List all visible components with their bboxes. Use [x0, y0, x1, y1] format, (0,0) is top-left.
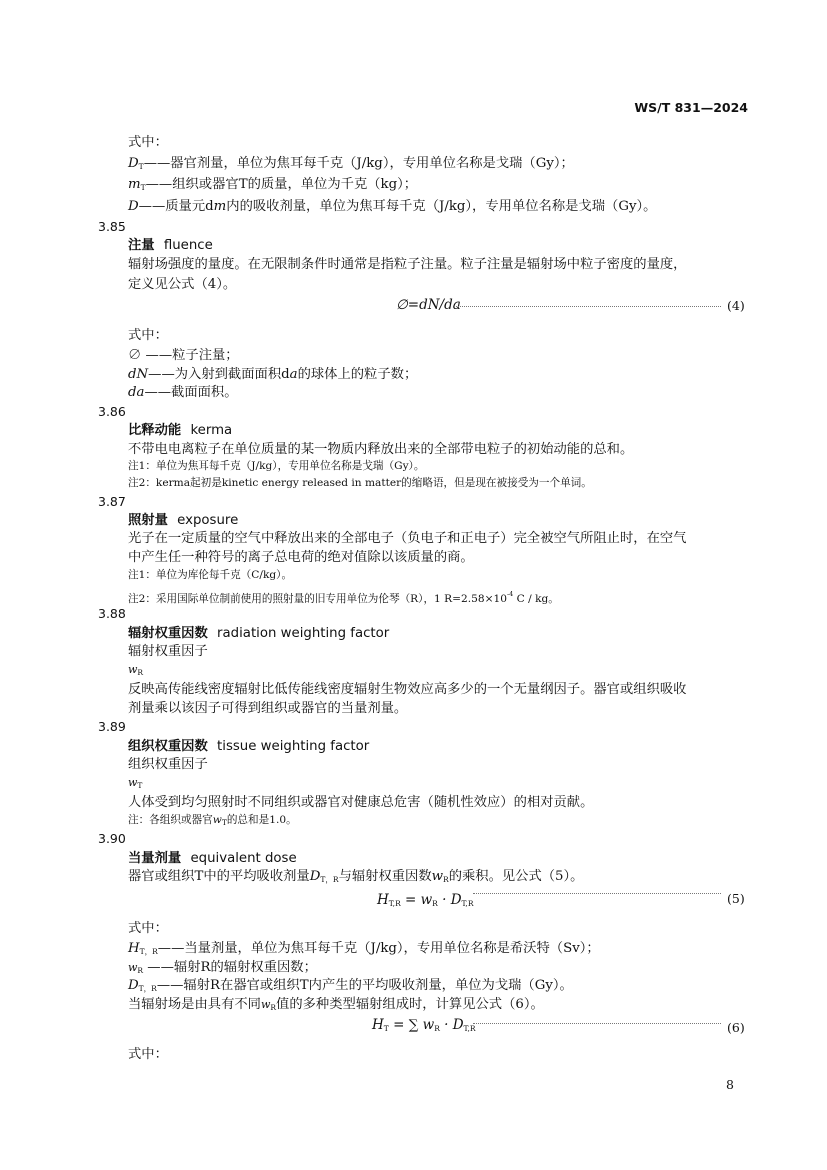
- where-label: 式中：: [128, 328, 168, 343]
- definition-symbol: w: [260, 998, 271, 1011]
- note-superscript: -4: [506, 590, 514, 598]
- term-zh: 辐射权重因数: [128, 626, 208, 641]
- variable-subscript: T，R: [138, 984, 157, 993]
- term-heading: [128, 852, 297, 865]
- note-subscript: T: [221, 818, 227, 827]
- term-symbol: [128, 777, 142, 790]
- variable-symbol: ∅: [128, 348, 142, 363]
- definition-text: 人体受到均匀照射时不同组织或器官对健康总危害（随机性效应）的相对贡献。: [128, 795, 594, 810]
- term-zh: 比释动能: [128, 423, 182, 438]
- variable-subscript: T: [138, 162, 144, 171]
- definition-text: 剂量乘以该因子可得到组织或器官的当量剂量。: [128, 701, 408, 716]
- note-part: C / kg。: [513, 593, 559, 605]
- definition-text: 定义见公式（4）。: [128, 277, 237, 292]
- definition-text: 反映高传能线密度辐射比低传能线密度辐射生物效应高多少的一个无量纲因子。器官或组织吸收: [128, 682, 687, 697]
- page-number: 8: [726, 1077, 734, 1092]
- definition-symbol: w: [431, 869, 444, 884]
- variable-symbol: D: [128, 156, 139, 171]
- term-en: radiation weighting factor: [217, 626, 390, 641]
- note-text: 注2：kerma起初是kinetic energy released in matter的缩略语，但是现在被接受为一个单词。: [128, 477, 592, 489]
- formula-4: [396, 297, 461, 313]
- formula-number: (5): [727, 891, 745, 906]
- variable-description: ——粒子注量；: [141, 348, 239, 363]
- definition-part: 器官或组织T中的平均吸收剂量: [128, 869, 310, 884]
- variable-symbol: dN: [128, 367, 149, 382]
- term-number: 3.85: [98, 219, 126, 234]
- definition-subscript: R: [270, 1003, 277, 1012]
- definition-part: 与辐射权重因数: [338, 869, 432, 884]
- standard-number: WS/T 831—2024: [634, 100, 748, 115]
- term-zh: 注量: [128, 238, 155, 253]
- variable-line: [128, 961, 317, 975]
- term-heading: [128, 514, 238, 527]
- term-en: fluence: [163, 238, 213, 253]
- formula-subscript: T: [383, 1024, 389, 1033]
- variable-description: ——组织或器官T的质量，单位为千克（kg）；: [145, 177, 418, 192]
- variable-subscript: T，R: [139, 947, 158, 956]
- definition-text: [128, 998, 544, 1012]
- leader-dots: [473, 1023, 721, 1024]
- definition-part: 当辐射场是由具有不同: [128, 997, 261, 1012]
- term-number: 3.89: [98, 719, 126, 734]
- note-text: 注1：单位为库伦每千克（C/kg）。: [128, 569, 293, 581]
- leader-dots: [473, 893, 721, 894]
- formula-subscript: T,R: [461, 899, 474, 908]
- definition-text: 中产生任一种符号的离子总电荷的绝对值除以该质量的商。: [128, 550, 474, 565]
- where-label: 式中：: [128, 1047, 168, 1062]
- admitted-term: 辐射权重因子: [128, 644, 208, 659]
- term-number: 3.90: [98, 831, 126, 846]
- variable-line: [128, 386, 238, 399]
- term-zh: 组织权重因数: [128, 739, 208, 754]
- symbol-letter: w: [128, 776, 138, 789]
- formula-part: = ∑ w: [388, 1017, 435, 1033]
- variable-description: ——器官剂量，单位为焦耳每千克（J/kg），专用单位名称是戈瑞（Gy）；: [143, 156, 574, 171]
- note-symbol: w: [212, 814, 222, 826]
- formula-expression: ∅=dN/da: [396, 297, 461, 313]
- formula-subscript: R: [432, 899, 438, 908]
- term-en: kerma: [190, 423, 233, 438]
- variable-symbol: w: [128, 961, 138, 974]
- definition-part: 的乘积。见公式（5）。: [448, 869, 584, 884]
- variable-subscript: T: [140, 183, 146, 192]
- variable-line: [128, 200, 656, 213]
- variable-line: [128, 349, 239, 362]
- formula-part: · D: [439, 1017, 464, 1033]
- term-heading: [128, 239, 213, 252]
- variable-symbol-inline: m: [213, 199, 227, 214]
- note-text: [128, 815, 297, 827]
- formula-part: = w: [400, 892, 433, 908]
- term-en: tissue weighting factor: [217, 739, 370, 754]
- symbol-subscript: T: [137, 781, 143, 790]
- symbol-letter: w: [128, 663, 138, 676]
- term-heading: [128, 740, 369, 753]
- note-text: [128, 591, 559, 605]
- admitted-term: 组织权重因子: [128, 757, 208, 772]
- note-part: 的总和是1.0。: [226, 814, 297, 826]
- formula-5: [377, 892, 473, 908]
- note-part: 注：各组织或器官: [128, 814, 213, 826]
- variable-line: [128, 979, 573, 993]
- definition-subscript: T，R: [320, 875, 339, 884]
- variable-symbol: D: [128, 978, 139, 993]
- formula-part: H: [377, 892, 389, 908]
- variable-description: ——当量剂量，单位为焦耳每千克（J/kg），专用单位名称是希沃特（Sv）；: [157, 941, 600, 956]
- formula-subscript: T,R: [463, 1024, 476, 1033]
- definition-subscript: R: [443, 875, 449, 884]
- formula-part: · D: [437, 892, 462, 908]
- variable-description: ——辐射R的辐射权重因数；: [143, 960, 317, 975]
- term-number: 3.88: [98, 606, 126, 621]
- definition-text: 不带电电离粒子在单位质量的某一物质内释放出来的全部带电粒子的初始动能的总和。: [128, 442, 634, 457]
- variable-symbol: D: [128, 199, 139, 214]
- variable-line: [128, 157, 574, 171]
- variable-line: [128, 368, 417, 381]
- where-label: 式中：: [128, 921, 168, 936]
- variable-line: [128, 178, 417, 192]
- formula-number: (6): [727, 1020, 745, 1035]
- term-zh: 当量剂量: [128, 851, 182, 866]
- term-zh: 照射量: [128, 513, 168, 528]
- formula-subscript: T,R: [388, 899, 401, 908]
- variable-description: 内的吸收剂量，单位为焦耳每千克（J/kg），专用单位名称是戈瑞（Gy）。: [226, 199, 657, 214]
- note-part: 注2：采用国际单位制前使用的照射量的旧专用单位为伦琴（R），1 R=2.58×10: [128, 593, 507, 605]
- definition-text: [128, 870, 583, 884]
- definition-part: 值的多种类型辐射组成时，计算见公式（6）。: [276, 997, 544, 1012]
- variable-description: ——截面面积。: [144, 385, 238, 400]
- variable-symbol-inline: a: [289, 367, 298, 382]
- definition-text: 光子在一定质量的空气中释放出来的全部电子（负电子和正电子）完全被空气所阻止时，在空气: [128, 531, 687, 546]
- term-heading: [128, 627, 389, 640]
- variable-line: [128, 942, 600, 956]
- term-en: exposure: [177, 513, 239, 528]
- definition-symbol: D: [309, 869, 321, 884]
- variable-description: ——质量元d: [138, 199, 214, 214]
- note-text: 注1：单位为焦耳每千克（J/kg），专用单位名称是戈瑞（Gy）。: [128, 460, 425, 472]
- variable-symbol: da: [128, 385, 145, 400]
- definition-text: 辐射场强度的量度。在无限制条件时通常是指粒子注量。粒子注量是辐射场中粒子密度的量度，: [128, 257, 687, 272]
- formula-number: (4): [727, 298, 745, 313]
- variable-symbol: H: [128, 941, 140, 956]
- variable-symbol: m: [128, 177, 141, 192]
- variable-description: 的球体上的粒子数；: [297, 367, 418, 382]
- term-number: 3.86: [98, 404, 126, 419]
- formula-subscript: R: [434, 1024, 440, 1033]
- formula-part: H: [372, 1017, 384, 1033]
- variable-description: ——为入射到截面面积d: [148, 367, 290, 382]
- formula-6: [372, 1017, 475, 1033]
- term-heading: [128, 424, 232, 437]
- term-number: 3.87: [98, 494, 126, 509]
- where-label: 式中：: [128, 135, 168, 150]
- leader-dots: [456, 306, 721, 307]
- term-en: equivalent dose: [190, 851, 297, 866]
- term-symbol: [128, 664, 143, 677]
- variable-subscript: R: [137, 966, 144, 975]
- variable-description: ——辐射R在器官或组织T内产生的平均吸收剂量，单位为戈瑞（Gy）。: [156, 978, 573, 993]
- symbol-subscript: R: [137, 668, 144, 677]
